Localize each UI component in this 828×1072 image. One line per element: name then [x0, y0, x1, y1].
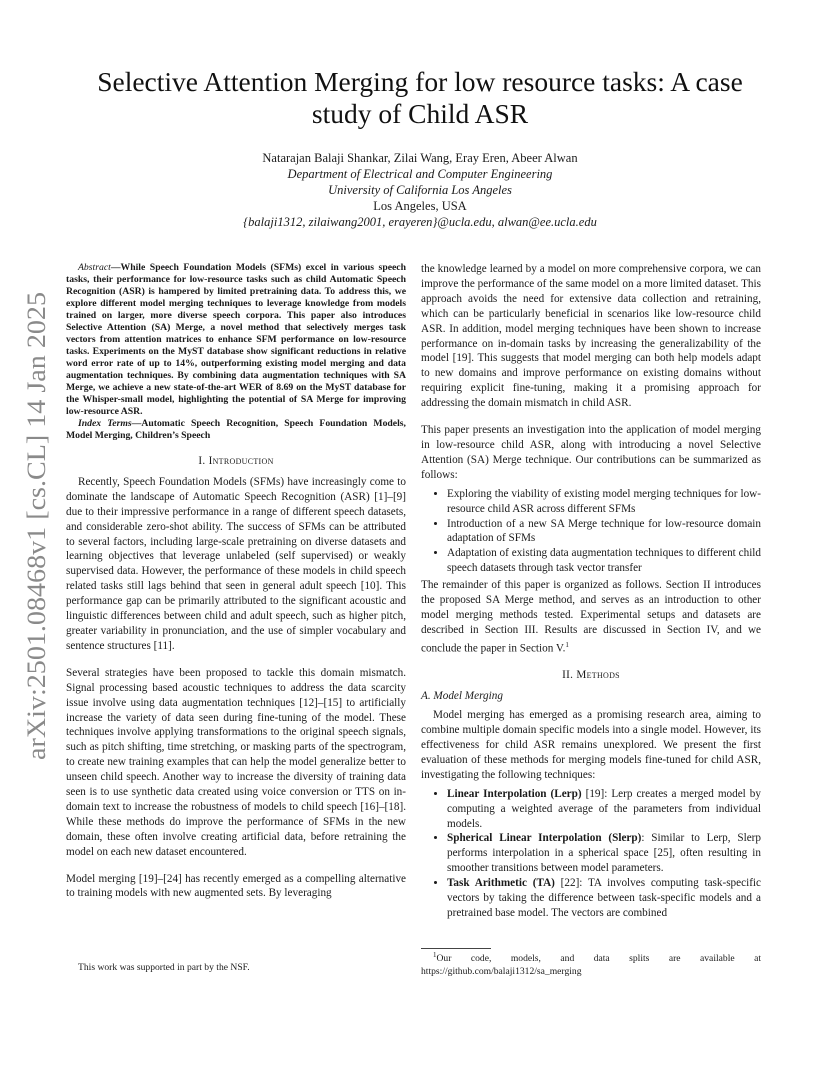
right-column [421, 262, 761, 923]
code-footnote [421, 948, 761, 978]
subsection-heading: A. Model Merging [421, 690, 503, 703]
paper-title [70, 66, 770, 130]
right-paragraph-2: This paper presents an investigation into the application of model merging in low-resource child ASR, along with introducing a novel Selective Attention (SA) Merge technique. Our contributions can be summarized as follows: [421, 424, 761, 481]
location: Los Angeles, USA [373, 199, 467, 213]
section-numeral: I. [198, 455, 206, 467]
method-name: Spherical Linear Interpolation (Slerp) [447, 832, 642, 845]
section-heading-introduction [66, 454, 406, 469]
author-emails: {balaji1312, zilaiwang2001, erayeren}@ucla.edu, alwan@ee.ucla.edu [243, 215, 597, 229]
methods-list [421, 787, 761, 921]
abstract-lead: Abstract [78, 262, 111, 273]
footnote-number: 1 [433, 951, 437, 959]
methods-paragraph-1: Model merging has emerged as a promising research area, aiming to combine multiple domain specific models into a single model. However, its effectiveness for child ASR remains unexplored. We present the first evaluation of these methods for merging models fine-tuned for child ASR, investigating the following techniques: [421, 709, 761, 781]
intro-paragraph-2: Several strategies have been proposed to tackle this domain mismatch. Signal processing based acoustic techniques to address the data scarcity issue involve using data augmentation techniques [12]–[15] to artificially increase the variety of data seen during fine-tuning of the model. These techniques involve applying transformations to the original speech signals, such as pitch shifting, time stretching, or masking parts of the spectrogram, to create new training examples that can help the model generalize better to unseen child speech. Another way to increase the diversity of training data seen is to use synthetic data created using voice conversion or TTS on in-domain text to increase the robustness of models to child speech [16]–[18]. While these methods do improve the performance of SFMs in the new domain, these often involve creating artificial data, before retraining the model on each new dataset encountered. [66, 666, 406, 858]
right-paragraph-3 [421, 578, 761, 656]
section-heading-methods [421, 668, 761, 683]
title-line-2: study of Child ASR [311, 98, 529, 129]
author-block [70, 150, 770, 230]
title-line-1: Selective Attention Merging for low resource tasks: A case [97, 66, 743, 97]
section-numeral: II. [562, 669, 574, 682]
method-name: Task Arithmetic (TA) [447, 877, 555, 890]
index-terms-lead: Index Terms [78, 418, 132, 429]
method-description: [22]: TA involves computing task-specific vectors by taking the difference between task-specific models and a pretrained base model. The vectors are combined [447, 877, 761, 919]
index-terms [66, 418, 406, 442]
method-name: Linear Interpolation (Lerp) [447, 787, 582, 800]
right-paragraph-1: the knowledge learned by a model on more comprehensive corpora, we can improve the performance of the same model on a more limited dataset. This approach avoids the need for extensive data collection and retraining, which can be particularly beneficial in scenarios like low-resource child ASR. In addition, model merging techniques have been shown to increase performance on in-domain tasks by increasing the generalizability of the model [19]. This suggests that model merging can both help models adapt to new domains and improve performance on existing domains without requiring explicit fine-tuning, making it a promising approach for addressing the domain mismatch in child ASR. [421, 263, 761, 410]
footnote-marker: 1 [565, 640, 569, 649]
funding-footnote: This work was supported in part by the NSF. [78, 962, 250, 973]
department: Department of Electrical and Computer Engineering [287, 167, 553, 181]
contributions-list [421, 487, 761, 576]
author-names: Natarajan Balaji Shankar, Zilai Wang, Eray Eren, Abeer Alwan [262, 151, 578, 165]
list-item: • Exploring the viability of existing model merging techniques for low-resource child ASR across different SFMs [447, 487, 761, 517]
abstract [66, 262, 406, 418]
list-item [447, 831, 761, 876]
method-description: : Similar to Lerp, Slerp performs interpolation in a spherical space [25], often resulting in smoother transitions between model parameters. [447, 832, 762, 875]
section-title: Methods [576, 669, 620, 682]
list-item [447, 876, 761, 921]
organization-text: The remainder of this paper is organized as follows. Section II introduces the proposed SA Merge method, and serves as an introduction to other model merging methods tested. Experimental setups and datasets are described in Section III. Results are discussed in Section IV, and we conclude the paper in Section V. [421, 579, 761, 655]
method-description: [19]: Lerp creates a merged model by computing a weighted average of the parameters from individual models. [447, 787, 761, 830]
intro-paragraph-1: Recently, Speech Foundation Models (SFMs) have increasingly come to dominate the landscape of Automatic Speech Recognition (ASR) [1]–[9] due to their impressive performance in a range of different speech datasets, and considerable zero-shot ability. The success of SFMs can be attributed to several factors, including large-scale pretraining on diverse datasets and learning objectives that leverage unlabeled (self supervised) or weakly supervised data. However, the performance of these models in child speech related tasks still lags behind that seen in general adult speech [10]. This performance gap can be primarily attributed to the significant acoustic and linguistic differences between child and adult speech, such as higher pitch, greater variability in pronunciation, and the use of simpler vocabulary and sentence structures [11]. [66, 475, 406, 652]
arxiv-stamp [18, 290, 54, 760]
footnote-text [421, 949, 761, 978]
list-item: • Adaptation of existing data augmentation techniques to different child speech datasets through task vector transfer [447, 546, 761, 576]
arxiv-identifier: arXiv:2501.08468v1 [cs.CL] 14 Jan 2025 [22, 326, 51, 760]
index-terms-text: —Automatic Speech Recognition, Speech Foundation Models, Model Merging, Children’s Speech [66, 418, 406, 441]
section-title: Introduction [208, 455, 274, 467]
list-item: • Introduction of a new SA Merge technique for low-resource domain adaptation of SFMs [447, 517, 761, 547]
list-item [447, 787, 761, 832]
arxiv-stamp-graphic [18, 290, 54, 760]
left-column [66, 262, 406, 901]
abstract-text: —While Speech Foundation Models (SFMs) excel in various speech tasks, their performance for low-resource tasks such as child Automatic Speech Recognition (ASR) is hampered by limited pretraining data. To address this, we explore different model merging techniques to leverage knowledge from models trained on larger, more diverse speech corpora. This paper also introduces Selective Attention (SA) Merge, a novel method that selectively merges task vectors from attention matrices to enhance SFM performance on low-resource tasks. Experiments on the MyST database show significant reductions in relative word error rate of up to 14%, outperforming existing model merging and data augmentation techniques. By combining data augmentation techniques with SA Merge, we achieve a new state-of-the-art WER of 8.69 on the MyST database for the Whisper-small model, highlighting the potential of SA Merge for improving low-resource ASR. [66, 262, 406, 417]
university: University of California Los Angeles [328, 183, 512, 197]
footnote-body: Our code, models, and data splits are available at https://github.com/balaji1312/sa_merging [421, 953, 761, 977]
intro-paragraph-3: Model merging [19]–[24] has recently emerged as a compelling alternative to training models with new augmented sets. By leveraging [66, 872, 406, 900]
